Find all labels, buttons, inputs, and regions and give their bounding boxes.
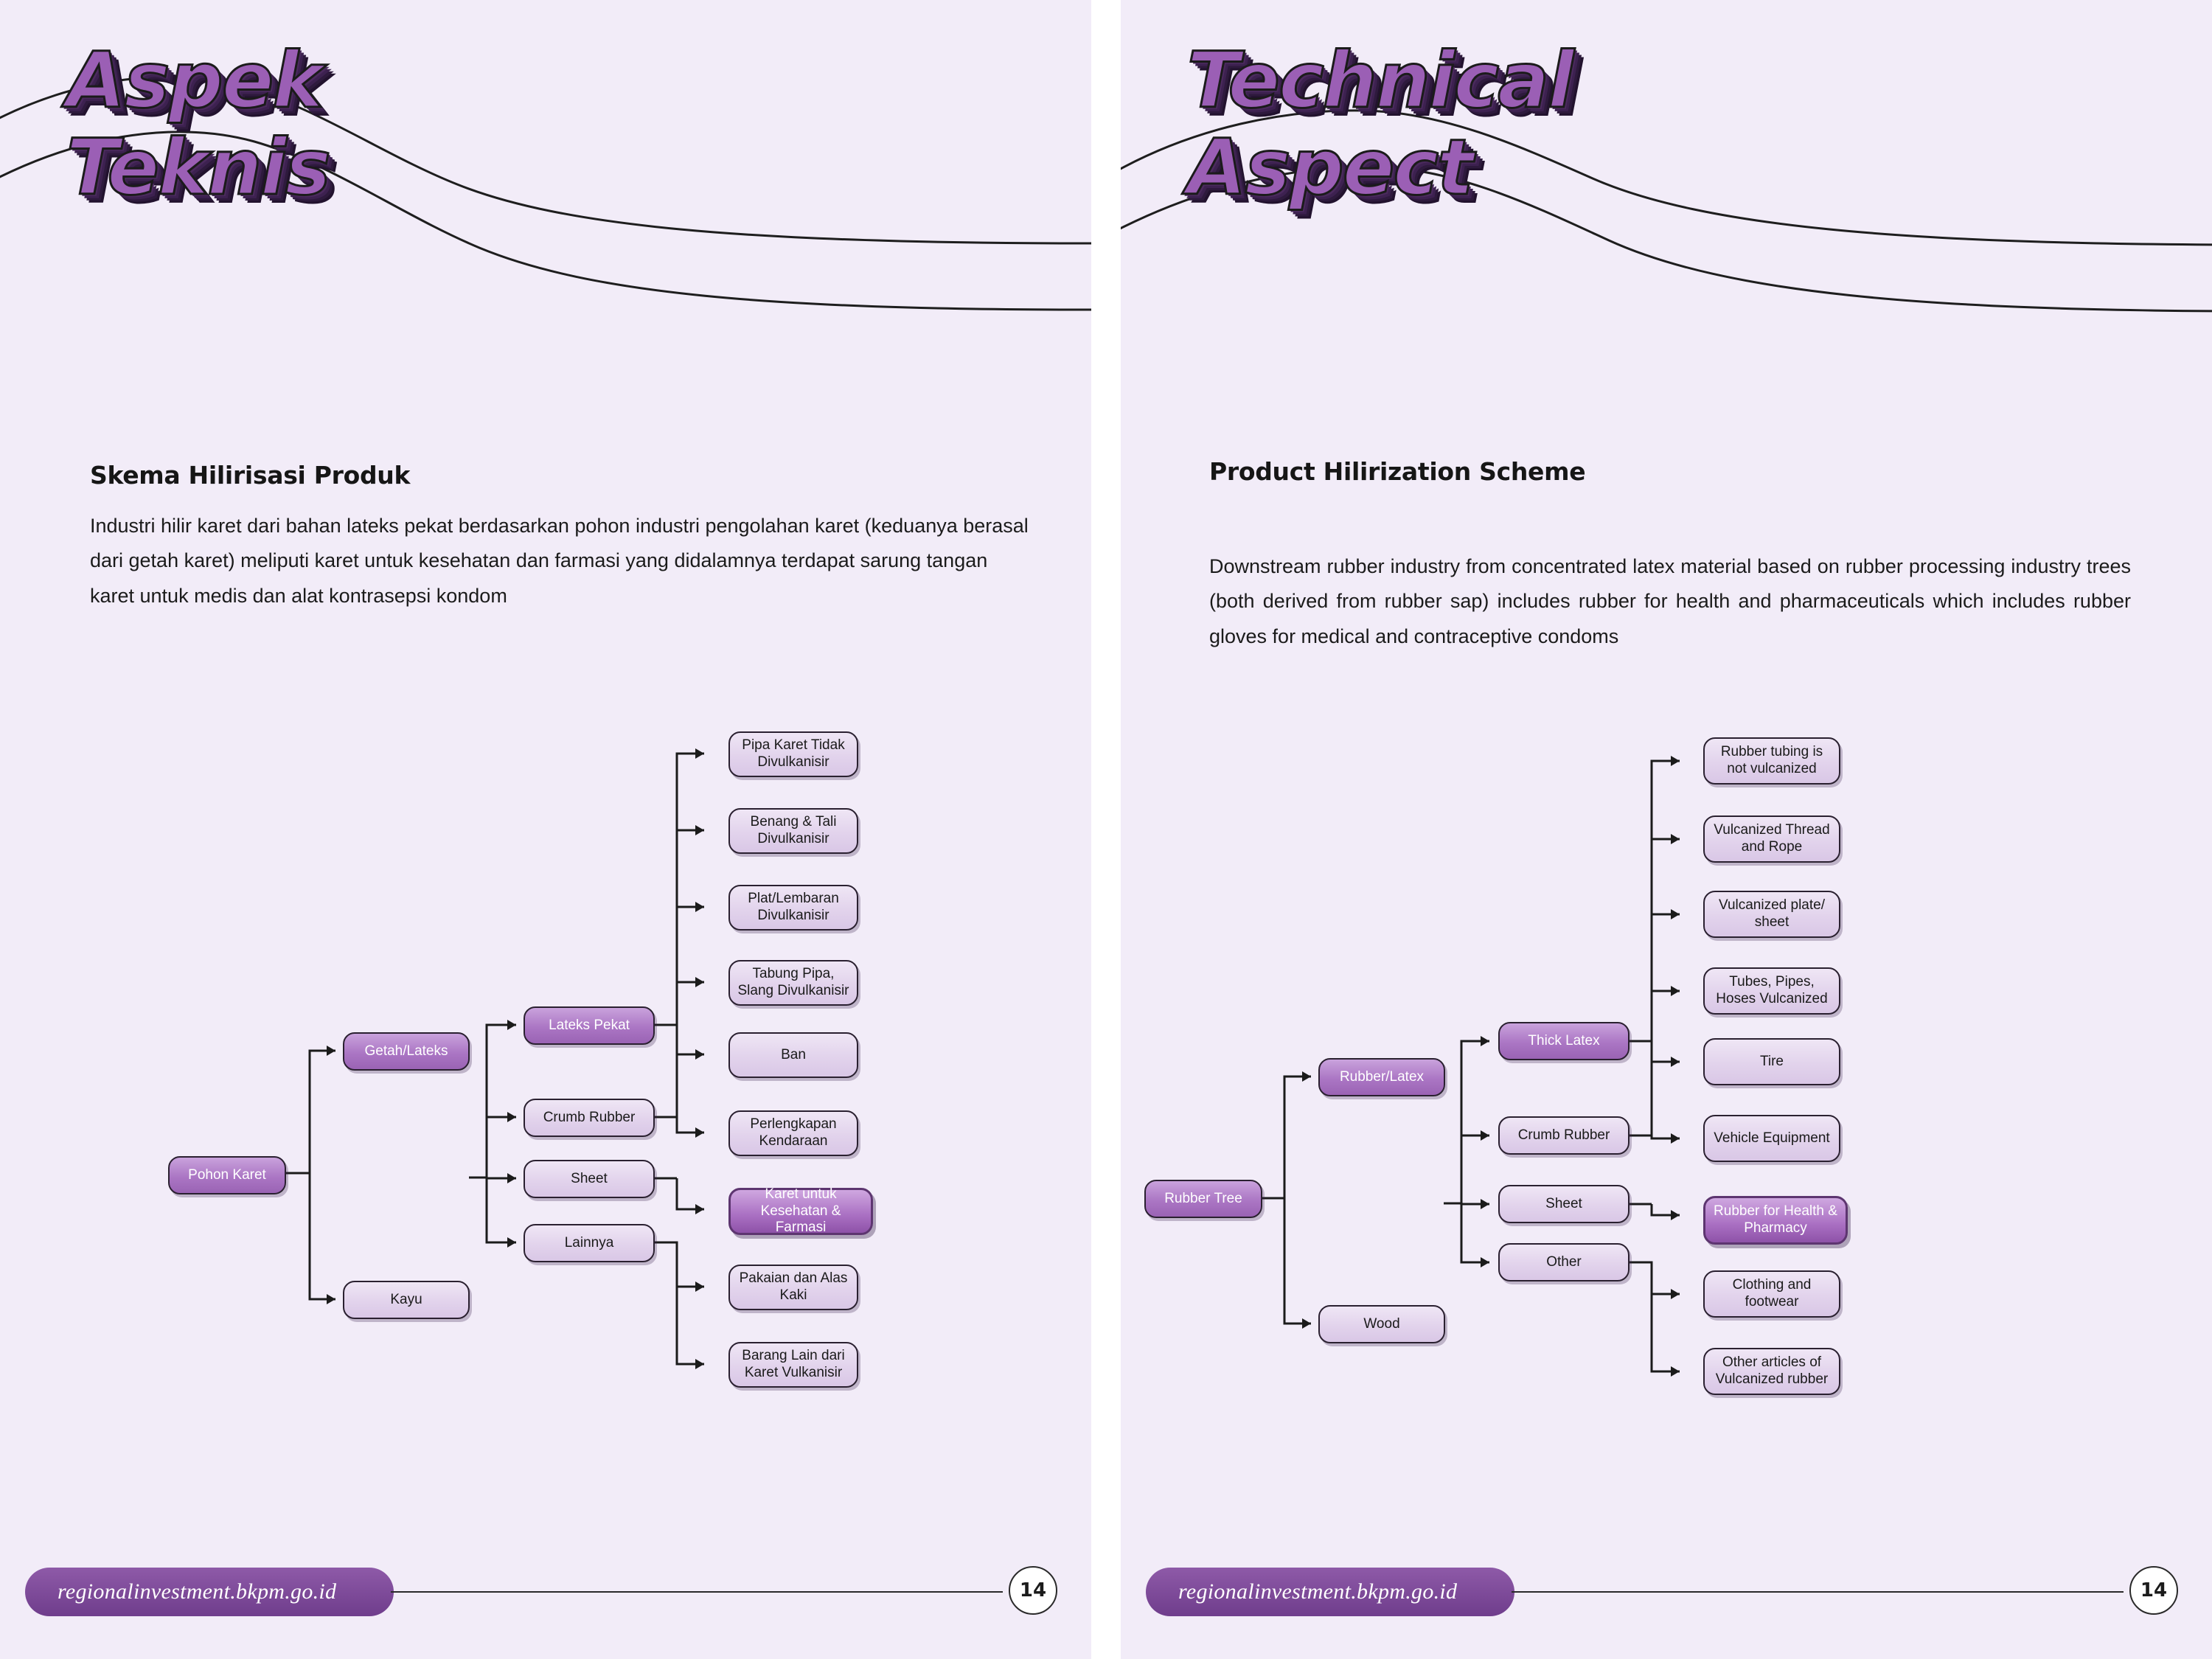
page-title-line-1: Technical (1187, 35, 1573, 125)
node-level4-6-highlight-left: Karet untuk Kesehatan & Farmasi (728, 1188, 873, 1235)
node-level3-0-right: Thick Latex (1498, 1022, 1630, 1060)
hilirization-flowchart-right (1121, 664, 2212, 1460)
node-level4-7-left: Pakaian dan Alas Kaki (728, 1265, 858, 1310)
page-number-right: 14 (2129, 1566, 2178, 1615)
footer-bar-right (1146, 1568, 1514, 1616)
page-title-line-2: Aspect (1187, 122, 1472, 212)
node-level4-6-highlight-right: Rubber for Health & Pharmacy (1703, 1196, 1848, 1245)
footer-rule-right (1512, 1591, 2124, 1593)
section-heading-left: Skema Hilirisasi Produk (90, 461, 411, 490)
node-level4-8-left: Barang Lain dari Karet Vulkanisir (728, 1342, 858, 1388)
flowchart-connectors-left (0, 664, 1091, 1460)
node-root-left: Pohon Karet (168, 1156, 286, 1194)
page-title-right (1187, 35, 1573, 212)
node-level3-0-left: Lateks Pekat (524, 1006, 655, 1045)
footer-bar-left (25, 1568, 394, 1616)
section-paragraph-left: Industri hilir karet dari bahan lateks pekat berdasarkan pohon industri pengolahan karet (keduanya berasal dari getah karet) meliputi karet untuk kesehatan dan farmasi yang didalamnya terdapat sarung tangan karet untuk medis dan alat kontrasepsi kondom (90, 515, 1029, 607)
node-level2-0-right: Rubber/Latex (1318, 1058, 1445, 1096)
node-level3-3-left: Lainnya (524, 1224, 655, 1262)
node-level4-8-right: Other articles of Vulcanized rubber (1703, 1348, 1840, 1395)
flowchart-connectors-right (1121, 664, 2212, 1460)
node-level3-2-right: Sheet (1498, 1185, 1630, 1223)
node-level4-3-right: Tubes, Pipes, Hoses Vulcanized (1703, 967, 1840, 1015)
node-level2-1-left: Kayu (343, 1281, 470, 1319)
node-level4-1-right: Vulcanized Thread and Rope (1703, 815, 1840, 863)
node-level4-0-right: Rubber tubing is not vulcanized (1703, 737, 1840, 785)
page-title-left (66, 35, 330, 212)
node-level2-0-left: Getah/Lateks (343, 1032, 470, 1071)
page-title-line-1: Aspek (66, 35, 322, 125)
node-level3-1-right: Crumb Rubber (1498, 1116, 1630, 1155)
page-number-left: 14 (1009, 1566, 1057, 1615)
page-left (0, 0, 1091, 1659)
hilirisasi-flowchart-left (0, 664, 1091, 1460)
node-level4-4-right: Tire (1703, 1038, 1840, 1085)
node-level4-7-right: Clothing and footwear (1703, 1270, 1840, 1318)
node-root-right: Rubber Tree (1144, 1180, 1262, 1218)
node-level4-1-left: Benang & Tali Divulkanisir (728, 808, 858, 854)
node-level4-5-left: Perlengkapan Kendaraan (728, 1110, 858, 1156)
section-heading-right: Product Hilirization Scheme (1209, 457, 1586, 486)
section-paragraph-right: Downstream rubber industry from concentrated latex material based on rubber processing industry trees (both derived from rubber sap) includes rubber for health and pharmaceuticals which includes rubber gloves for medical and contraceptive condoms (1209, 555, 2131, 647)
node-level3-3-right: Other (1498, 1243, 1630, 1281)
footer-rule-left (391, 1591, 1003, 1593)
node-level4-4-left: Ban (728, 1032, 858, 1078)
node-level2-1-right: Wood (1318, 1305, 1445, 1343)
node-level4-0-left: Pipa Karet Tidak Divulkanisir (728, 731, 858, 777)
node-level3-1-left: Crumb Rubber (524, 1099, 655, 1137)
node-level4-2-left: Plat/Lembaran Divulkanisir (728, 885, 858, 931)
page-right (1121, 0, 2212, 1659)
node-level4-3-left: Tabung Pipa, Slang Divulkanisir (728, 960, 858, 1006)
page-title-line-2: Teknis (66, 122, 330, 212)
node-level4-5-right: Vehicle Equipment (1703, 1115, 1840, 1162)
footer-url-right[interactable]: regionalinvestment.bkpm.go.id (1178, 1579, 1458, 1604)
node-level3-2-left: Sheet (524, 1160, 655, 1198)
footer-url-left[interactable]: regionalinvestment.bkpm.go.id (58, 1579, 337, 1604)
node-level4-2-right: Vulcanized plate/ sheet (1703, 891, 1840, 938)
